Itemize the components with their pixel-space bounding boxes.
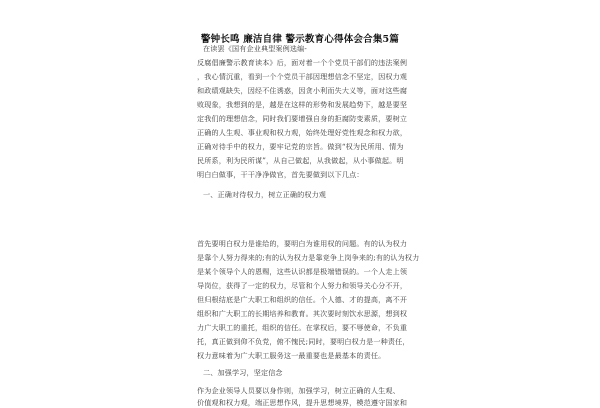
paragraph-line: 权力意味着为广大职工服务这一最重要也是最基本的责任。 [197,351,386,360]
paragraph-line: 明白白做事，干干净净做官，首先要做到以下几点： [197,170,364,179]
paragraph-line: 和政绩观缺失，因经不住诱惑，因贪小利而失大义等，面对这些腐 [197,86,408,95]
paragraph-line: ，我心情沉重，看到一个个党员干部因理想信念不坚定，因权力观 [197,72,408,81]
paragraph-line: 反腐倡廉警示教育读本》后，面对着一个个党员干部们的违法案例 [197,58,408,67]
paragraph-line: 价值观和权力观，端正思想作风，提升思想境界，模范遵守国家和 [197,398,408,407]
paragraph-line: 托，真正做到仰不负党，俯不愧民;同时，要明白权力是一种责任， [197,337,410,346]
paragraph-line: 作为企业领导人员要以身作则，加强学习，树立正确的人生观、 [197,386,400,395]
paragraph-line: 力广大职工的重托，组织的信任。在掌权后，要不辱使命，不负重 [197,323,408,332]
paragraph-line: 是靠个人努力得来的;有的认为权力是靠竞争上岗争来的;有的认为权力 [197,253,420,262]
paragraph-line: 是某个领导个人的恩赐，这些认识都是极端错误的。一个人走上领 [197,267,408,276]
section-heading: 二、加强学习，坚定信念 [203,368,283,377]
paragraph-line: 首先要明白权力是谁给的，要明白为谁用权的问题。有的认为权力 [197,239,408,248]
paragraph-line: 定我们的理想信念，同时我们要增强自身的拒腐防变素质，要树立 [197,114,408,123]
paragraph-line: 但归根结底是广大职工和组织的信任。个人德、才的提高，离不开 [197,295,408,304]
paragraph-line: 导岗位，获得了一定的权力，尽管和个人努力和领导关心分不开， [197,281,408,290]
paragraph-line: 民所系，利为民所谋”，从自己做起，从我做起，从小事做起。明 [197,156,404,165]
document-title: 警钟长鸣 廉洁自律 警示教育心得体会合集5篇 [200,34,400,45]
paragraph-line: 正确对待手中的权力，要牢记党的宗旨。做到“权为民所用、情为 [197,142,404,151]
section-heading: 一、正确对待权力，树立正确的权力观 [203,190,327,199]
paragraph-line: 在读罢《国有企业典型案例选编- [203,44,307,53]
paragraph-line: 正确的人生观、事业观和权力观，始终处理好党性观念和权力欲， [197,128,408,137]
paragraph-line: 败现象，我想到的是，越是在这样的形势和发展趋势下，越是要坚 [197,100,408,109]
paragraph-line: 组织和广大职工的长期培养和教育。其次要时刻饮水思源，想到权 [197,309,408,318]
